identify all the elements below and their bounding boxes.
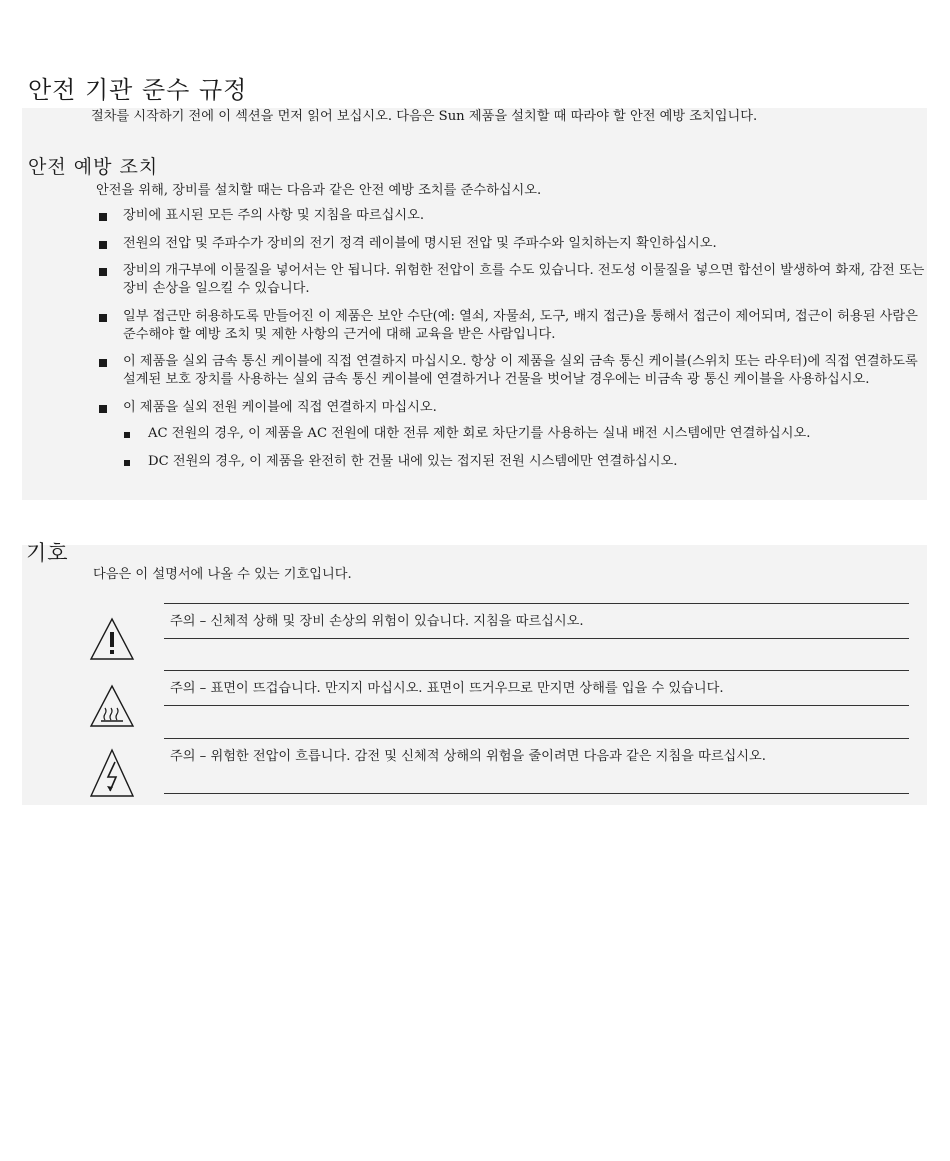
precautions-intro: 안전을 위해, 장비를 설치할 때는 다음과 같은 안전 예방 조치를 준수하십시오. — [96, 183, 542, 198]
intro-paragraph: 절차를 시작하기 전에 이 섹션을 먼저 읽어 보십시오. 다음은 Sun 제품을 설치할 때 따라야 할 안전 예방 조치입니다. — [91, 109, 758, 124]
list-item: 이 제품을 실외 금속 통신 케이블에 직접 연결하지 마십시오. 항상 이 제품을 실외 금속 통신 케이블(스위치 또는 라우터)에 직접 연결하도록 설계된 보호 장치를 사용하는 실외 금속 통신 케이블에 연결하거나 건물을 벗어날 경우에는 비금속 광 통신 케이블을 사용하십시오. — [96, 353, 926, 389]
hot-surface-icon — [89, 684, 135, 728]
notice-rule-bottom — [164, 638, 909, 639]
list-item-text: 이 제품을 실외 전원 케이블에 직접 연결하지 마십시오. — [123, 399, 437, 415]
notice-rule-bottom — [164, 705, 909, 706]
power-sublist — [123, 425, 926, 471]
list-item — [96, 399, 926, 471]
symbols-intro: 다음은 이 설명서에 나올 수 있는 기호입니다. — [93, 567, 352, 582]
caution-notice — [87, 603, 909, 643]
precautions-list — [96, 207, 926, 481]
symbols-heading: 기호 — [26, 541, 69, 565]
list-item: 장비에 표시된 모든 주의 사항 및 지침을 따르십시오. — [96, 207, 926, 225]
high-voltage-icon — [89, 748, 135, 800]
notice-rule-top — [164, 738, 909, 739]
sub-list-item: AC 전원의 경우, 이 제품을 AC 전원에 대한 전류 제한 회로 차단기를 사용하는 실내 배전 시스템에만 연결하십시오. — [123, 425, 926, 443]
high-voltage-notice — [87, 738, 909, 798]
page-title: 안전 기관 준수 규정 — [28, 76, 248, 104]
hot-surface-notice — [87, 670, 909, 710]
sub-list-item: DC 전원의 경우, 이 제품을 완전히 한 건물 내에 있는 접지된 전원 시스템에만 연결하십시오. — [123, 453, 926, 471]
notice-rule-top — [164, 603, 909, 604]
notice-rule-top — [164, 670, 909, 671]
list-item: 일부 접근만 허용하도록 만들어진 이 제품은 보안 수단(예: 열쇠, 자물쇠, 도구, 배지 접근)을 통해서 접근이 제어되며, 접근이 허용된 사람은 준수해야 할 예방 조치 및 제한 사항의 근거에 대해 교육을 받은 사람입니다. — [96, 308, 926, 344]
list-item: 장비의 개구부에 이물질을 넣어서는 안 됩니다. 위험한 전압이 흐를 수도 있습니다. 전도성 이물질을 넣으면 합선이 발생하여 화재, 감전 또는 장비 손상을 일으킬 수 있습니다. — [96, 262, 926, 298]
precautions-heading: 안전 예방 조치 — [28, 156, 159, 178]
list-item: 전원의 전압 및 주파수가 장비의 전기 정격 레이블에 명시된 전압 및 주파수와 일치하는지 확인하십시오. — [96, 235, 926, 253]
notice-text: 주의 – 위험한 전압이 흐릅니다. 감전 및 신체적 상해의 위험을 줄이려면 다음과 같은 지침을 따르십시오. — [170, 749, 766, 764]
notice-text: 주의 – 신체적 상해 및 장비 손상의 위험이 있습니다. 지침을 따르십시오. — [170, 614, 584, 629]
caution-exclamation-icon — [89, 617, 135, 661]
notice-text: 주의 – 표면이 뜨겁습니다. 만지지 마십시오. 표면이 뜨거우므로 만지면 상해를 입을 수 있습니다. — [170, 681, 724, 696]
notice-rule-bottom — [164, 793, 909, 794]
